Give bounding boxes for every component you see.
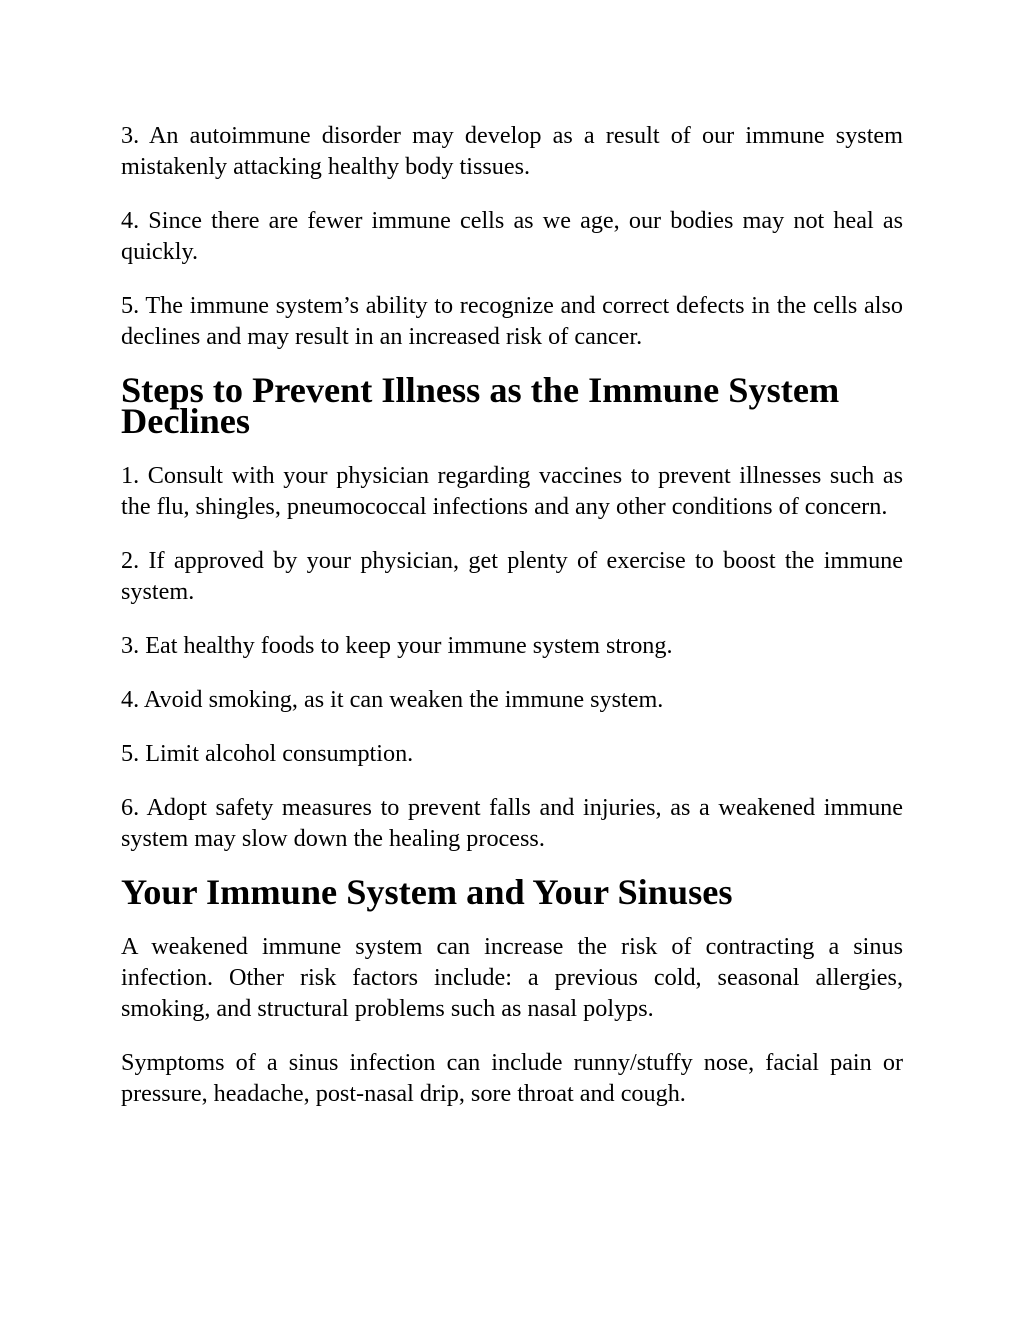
paragraph-sinus-symptoms: Symptoms of a sinus infection can include runny/stuffy nose, facial pain or pressure, headache, post-nasal drip, sore throat and cough. <box>121 1049 903 1107</box>
list-item-avoid-smoking: 4. Avoid smoking, as it can weaken the immune system. <box>121 686 664 713</box>
section-heading-prevent-illness: Steps to Prevent Illness as the Immune System Declines <box>121 370 840 441</box>
list-item-exercise: 2. If approved by your physician, get plenty of exercise to boost the immune system. <box>121 547 903 605</box>
list-item-fewer-immune-cells: 4. Since there are fewer immune cells as we age, our bodies may not heal as quickly. <box>121 207 903 265</box>
document-page <box>121 120 903 1132</box>
list-item-safety-measures: 6. Adopt safety measures to prevent falls and injuries, as a weakened immune system may slow down the healing process. <box>121 794 903 852</box>
list-item-autoimmune-disorder: 3. An autoimmune disorder may develop as a result of our immune system mistakenly attacking healthy body tissues. <box>121 122 903 180</box>
list-item-vaccines: 1. Consult with your physician regarding vaccines to prevent illnesses such as the flu, shingles, pneumococcal infections and any other conditions of concern. <box>121 462 903 520</box>
list-item-limit-alcohol: 5. Limit alcohol consumption. <box>121 740 414 767</box>
list-item-healthy-foods: 3. Eat healthy foods to keep your immune system strong. <box>121 632 673 659</box>
section-heading-sinuses: Your Immune System and Your Sinuses <box>121 872 733 912</box>
list-item-cancer-risk: 5. The immune system’s ability to recognize and correct defects in the cells also declines and may result in an increased risk of cancer. <box>121 292 903 350</box>
paragraph-sinus-risk: A weakened immune system can increase the risk of contracting a sinus infection. Other risk factors include: a previous cold, seasonal allergies, smoking, and structural problems such as nasal polyps. <box>121 933 903 1022</box>
